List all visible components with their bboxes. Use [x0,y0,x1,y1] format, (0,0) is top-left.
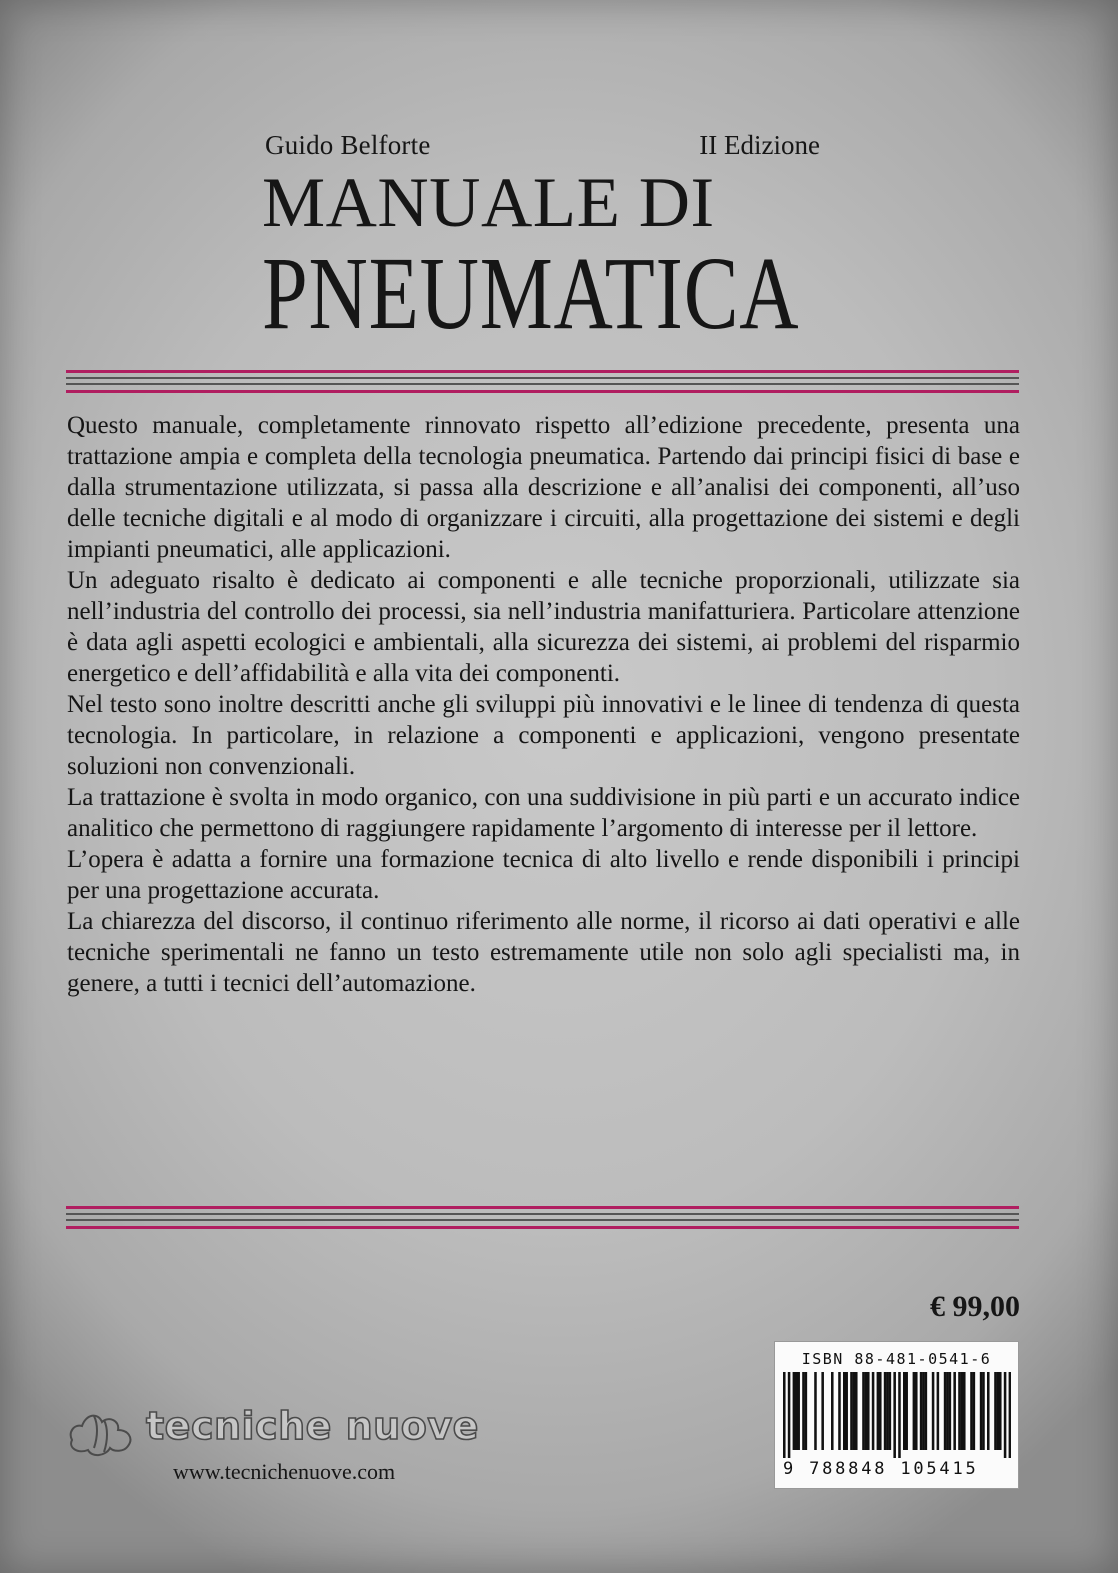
barcode-bar [963,1372,966,1450]
barcode-bar [973,1372,976,1450]
barcode-bar [886,1372,889,1450]
barcode-bar [805,1372,808,1450]
barcode-bar [843,1372,846,1450]
barcode-bar [1009,1372,1011,1458]
barcode-bar [905,1372,908,1450]
barcode-bar [879,1372,882,1450]
isbn-number: ISBN 88-481-0541-6 [801,1350,992,1368]
barcode-bar [783,1372,786,1458]
barcode-bar [831,1372,834,1450]
bottom-decorative-rule [66,1204,1019,1232]
book-title-line-2: PNEUMATICA [262,236,800,351]
rule-gray-line [66,383,1019,385]
barcode-bar [980,1372,983,1450]
barcode-bar [855,1372,858,1450]
blurb-paragraph: La trattazione è svolta in modo organico, con una suddivisione in più parti e un accurato indice analitico che permettono di raggiungere rapidamente l’argomento di interesse per il lettore. [67,784,1020,842]
barcode-bar [862,1372,865,1450]
title-block [262,124,822,354]
barcode-bar [944,1372,947,1450]
barcode-bar [877,1372,880,1450]
barcode-bar [903,1372,906,1450]
barcode-bar [953,1372,956,1450]
barcode-bar [915,1372,918,1450]
blurb-paragraph: Nel testo sono inoltre descritti anche gli sviluppi più innovativi e le linee di tendenza di questa tecnologia. In particolare, in relazione a componenti e applicazioni, vengono presentate soluzioni non convenzionali. [67,691,1020,780]
edition-label: II Edizione [699,130,820,160]
blurb-text [67,410,1020,999]
rule-gray-line [66,1219,1019,1221]
barcode-bar [889,1372,892,1450]
barcode-bar [913,1372,916,1450]
barcode-bar [893,1372,896,1458]
barcode-bar [838,1372,841,1450]
barcode-bar [795,1372,798,1450]
barcode-bar [898,1372,901,1458]
barcode-bar [932,1372,935,1450]
barcode-bar [867,1372,870,1450]
barcode-bar [937,1372,940,1450]
rule-magenta-line [66,1226,1019,1229]
barcode-bar [987,1372,990,1450]
barcode-bar [884,1372,887,1450]
barcode-bar [997,1372,1000,1450]
publisher-name: tecniche nuove [146,1404,479,1448]
rule-magenta-line [66,390,1019,393]
top-decorative-rule [66,368,1019,396]
blurb-paragraph: Un adeguato risalto è dedicato ai componenti e alle tecniche proporzionali, utilizzate sia nell’industria del controllo dei processi, sia nell’industria manifatturiera. Particolare attenzione è data agli aspetti ecologici e ambientali, alla sicurezza dei sistemi, ai problemi del risparmio energetico e dell’affidabilità e alla vita dei componenti. [67,567,1020,687]
ean-digits: 9 788848 105415 [783,1459,979,1479]
barcode-bar [802,1372,805,1450]
publisher-logo-icon [64,1402,140,1462]
rule-gray-line [66,377,1019,379]
barcode-bar [797,1372,800,1450]
publisher-website: www.tecnichenuove.com [173,1459,396,1484]
author-name: Guido Belforte [265,130,431,160]
barcode-bar [845,1372,848,1450]
barcode-bar [970,1372,973,1450]
rule-magenta-line [66,1206,1019,1209]
barcode-bar [961,1372,964,1450]
barcode-bar [788,1372,791,1458]
barcode-bar [850,1372,853,1450]
barcode-bar [958,1372,961,1450]
blurb-paragraph: Questo manuale, completamente rinnovato rispetto all’edizione precedente, presenta una trattazione ampia e completa della tecnologia pneumatica. Partendo dai principi fisici di base e dalla strumentazione utilizzata, si passa alla descrizione e all’analisi dei componenti, all’uso delle tecniche digitali e al modo di organizzare i circuiti, alla progettazione dei sistemi e degli impianti pneumatici, alle applicazioni. [67,412,1020,563]
book-title-line-1: MANUALE DI [262,164,715,242]
barcode-bar [949,1372,952,1450]
barcode-bar [1004,1372,1007,1458]
barcode-bar [994,1372,997,1450]
rule-gray-line [66,1213,1019,1215]
barcode-bar [946,1372,949,1450]
blurb-paragraph: La chiarezza del discorso, il continuo riferimento alle norme, il ricorso ai dati operativi e alle tecniche sperimentali ne fanno un testo estremamente utile non solo agli specialisti ma, in genere, a tutti i tecnici dell’automazione. [67,908,1020,997]
rule-magenta-line [66,370,1019,373]
barcode [783,1372,1011,1458]
price-label: € 99,00 [930,1290,1020,1323]
barcode-bar [853,1372,856,1450]
barcode-bar [999,1372,1002,1450]
barcode-bar [982,1372,985,1450]
barcode-bar [920,1372,923,1450]
barcode-bar [865,1372,868,1450]
barcode-bar [922,1372,925,1450]
barcode-bar [872,1372,875,1450]
barcode-bar [925,1372,928,1450]
barcode-bar [814,1372,817,1450]
barcode-bar [793,1372,796,1450]
blurb-paragraph: L’opera è adatta a fornire una formazione tecnica di alto livello e rende disponibili i principi per una progettazione accurata. [67,846,1020,904]
isbn-barcode-box [774,1341,1019,1489]
barcode-bar [821,1372,824,1450]
